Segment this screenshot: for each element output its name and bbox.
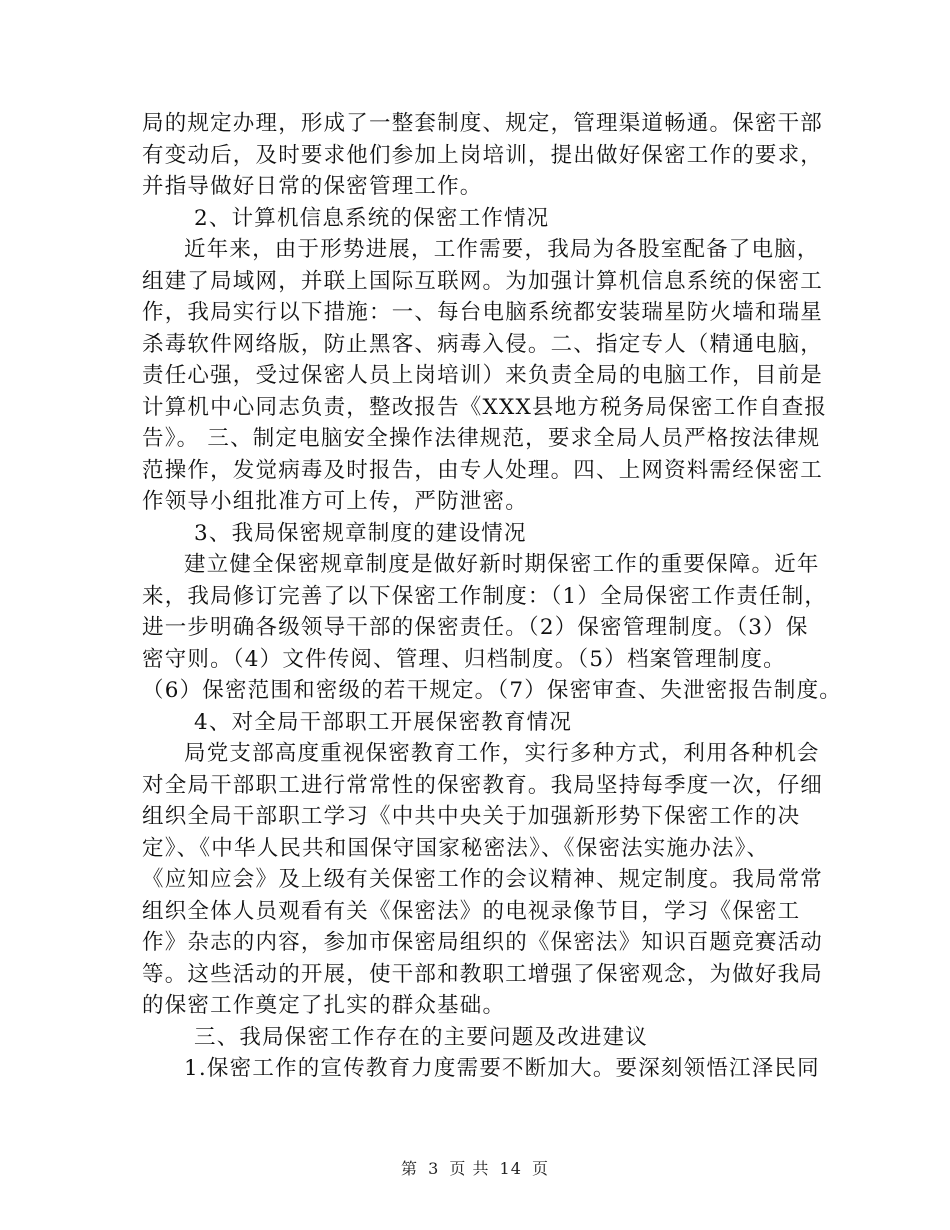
text-line: 杀毒软件网络版，防止黑客、病毒入侵。二、指定专人（精通电脑， <box>142 331 824 357</box>
text-line: 进一步明确各级领导干部的保密责任。（2）保密管理制度。（3）保 <box>142 615 809 640</box>
text-line: 作，我局实行以下措施：一、每台电脑系统都安装瑞星防火墙和瑞星 <box>142 300 824 325</box>
text-line: 组织全局干部职工学习《中共中央关于加强新形势下保密工作的决 <box>142 804 801 829</box>
text-line: 建立健全保密规章制度是做好新时期保密工作的重要保障。近年 <box>184 552 820 577</box>
text-line: 组织全体人员观看有关《保密法》的电视录像节目，学习《保密工 <box>142 898 801 924</box>
text-line: 并指导做好日常的保密管理工作。 <box>142 174 483 199</box>
page-footer <box>0 1156 950 1179</box>
footer-prefix: 第 <box>400 1159 418 1178</box>
section-heading: 4、对全局干部职工开展保密教育情况 <box>194 709 573 735</box>
text-line: 来，我局修订完善了以下保密工作制度：（1）全局保密工作责任制， <box>142 583 828 609</box>
text-line: 等。这些活动的开展，使干部和教职工增强了保密观念，为做好我局 <box>142 961 824 987</box>
footer-current-page: 3 <box>428 1159 440 1178</box>
text-line: 作领导小组批准方可上传，严防泄密。 <box>142 489 528 514</box>
text-line: 1.保密工作的宣传教育力度需要不断加大。要深刻领悟江泽民同 <box>184 1056 820 1081</box>
text-line: 《应知应会》及上级有关保密工作的会议精神、规定制度。我局常常 <box>142 867 824 892</box>
text-line: 有变动后，及时要求他们参加上岗培训，提出做好保密工作的要求， <box>142 142 824 168</box>
text-line: 作》杂志的内容，参加市保密局组织的《保密法》知识百题竞赛活动 <box>142 930 824 955</box>
text-line: 责任心强，受过保密人员上岗培训）来负责全局的电脑工作，目前是 <box>142 363 824 388</box>
text-line: 密守则。（4）文件传阅、管理、归档制度。（5）档案管理制度。 <box>142 646 786 672</box>
text-line: 局党支部高度重视保密教育工作，实行多种方式，利用各种机会 <box>184 741 820 766</box>
text-line: 定》、《中华人民共和国保守国家秘密法》、《保密法实施办法》、 <box>142 835 770 861</box>
section-heading: 三、我局保密工作存在的主要问题及改进建议 <box>194 1024 649 1050</box>
text-line: 范操作，发觉病毒及时报告，由专人处理。四、上网资料需经保密工 <box>142 457 824 483</box>
footer-total-pages: 14 <box>499 1159 522 1178</box>
section-heading: 2、计算机信息系统的保密工作情况 <box>194 205 550 231</box>
text-line: 近年来，由于形势进展，工作需要，我局为各股室配备了电脑， <box>184 237 820 262</box>
text-line: 对全局干部职工进行常常性的保密教育。我局坚持每季度一次，仔细 <box>142 772 824 798</box>
text-line: 计算机中心同志负责，整改报告《XXX县地方税务局保密工作自查报 <box>142 394 828 420</box>
text-line: （6）保密范围和密级的若干规定。（7）保密审查、失泄密报告制度。 <box>142 678 843 703</box>
text-line: 局的规定办理，形成了一整套制度、规定，管理渠道畅通。保密干部 <box>142 111 824 136</box>
document-body <box>142 108 843 1085</box>
text-line: 告》。 三、制定电脑安全操作法律规范，要求全局人员严格按法律规 <box>142 426 821 451</box>
footer-suffix: 页 <box>532 1159 550 1178</box>
section-heading: 3、我局保密规章制度的建设情况 <box>194 520 527 546</box>
footer-middle: 页 共 <box>449 1159 490 1178</box>
text-line: 的保密工作奠定了扎实的群众基础。 <box>142 993 506 1018</box>
text-line: 组建了局域网，并联上国际互联网。为加强计算机信息系统的保密工 <box>142 268 824 294</box>
